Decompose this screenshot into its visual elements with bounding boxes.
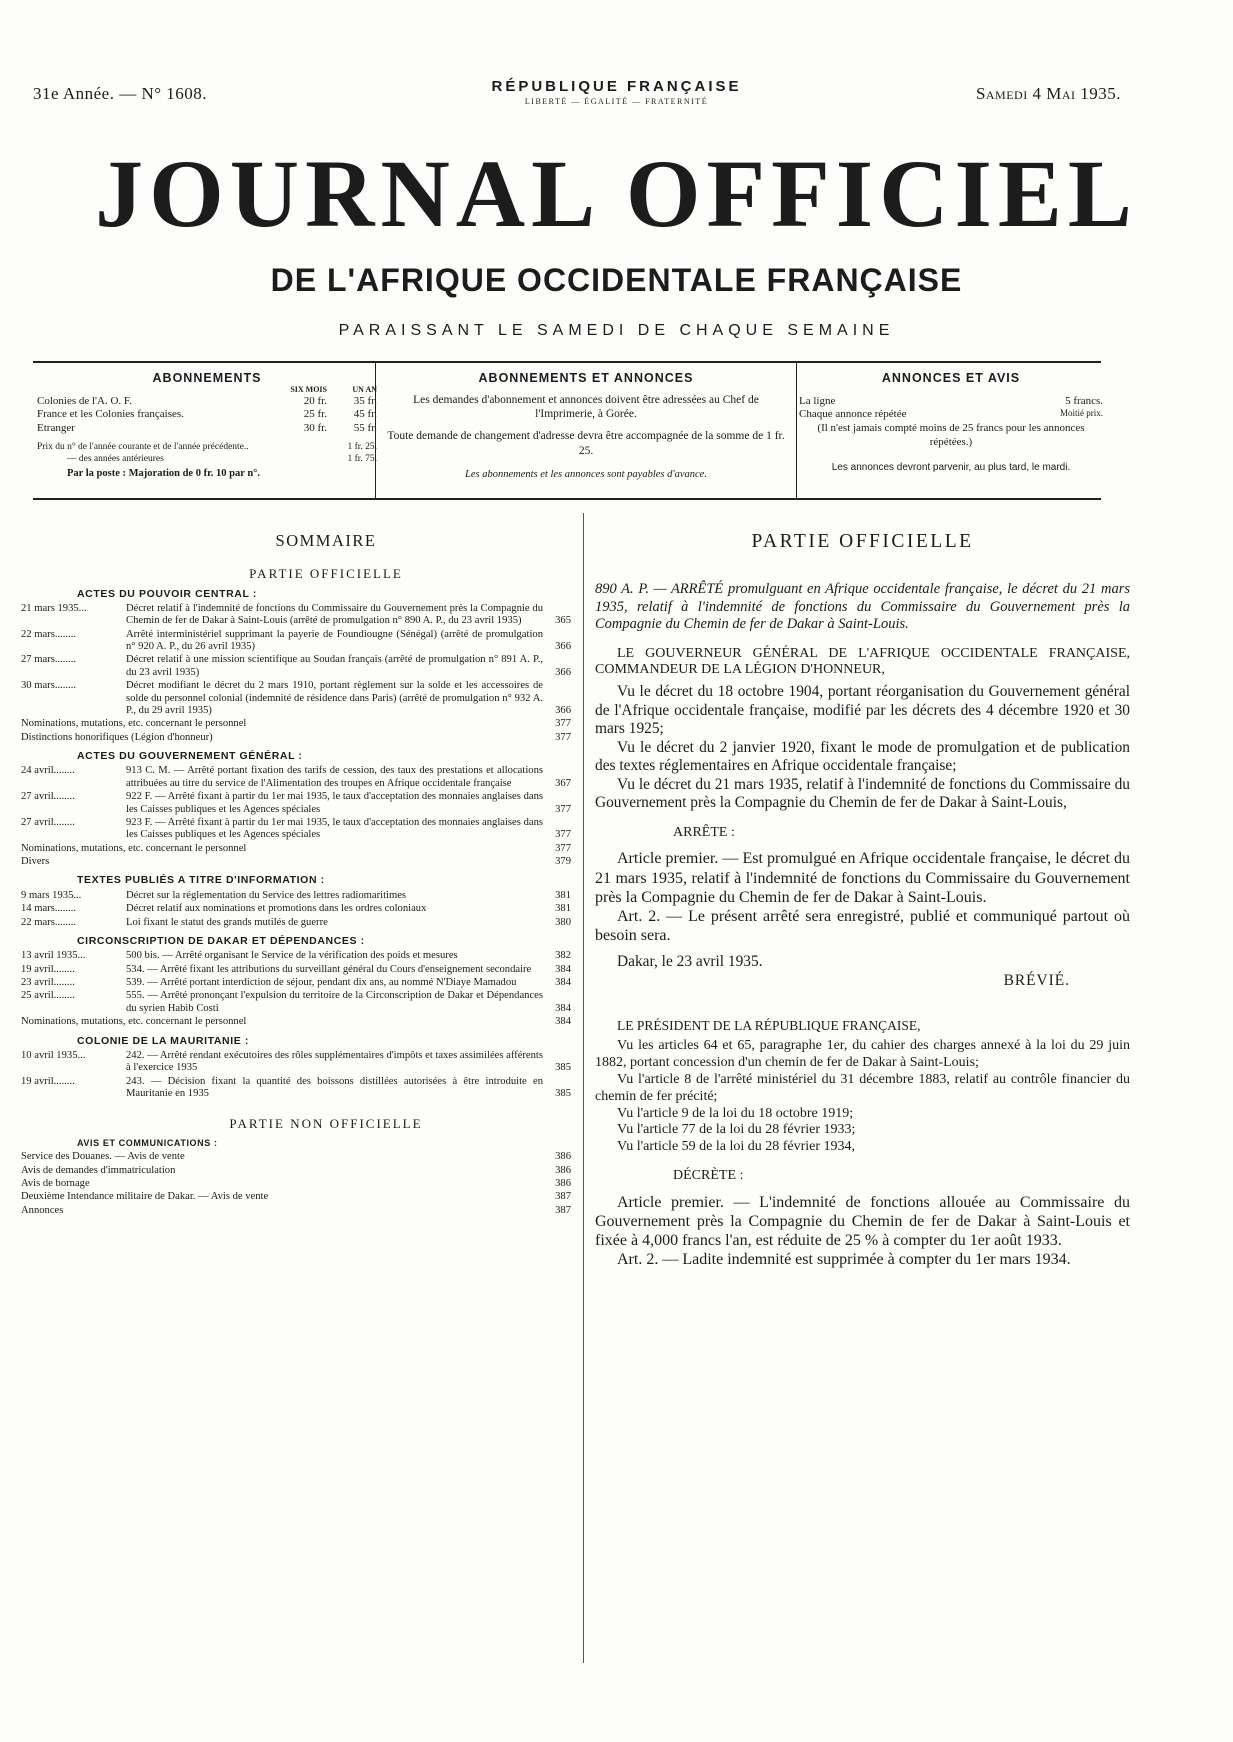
entry-date: 19 avril........ [21, 1075, 75, 1087]
entry-text: Nominations, mutations, etc. concernant le personnel [21, 1016, 247, 1028]
entry-text: Décret relatif à l'indemnité de fonctions du Commissaire du Gouvernement près la Compagnie du Chemin de fer de Dakar à Saint-Louis (arrêté de promulgation n° 890 A. P., du 23 avril 1935) [126, 602, 543, 627]
entry-text: 913 C. M. — Arrêté portant fixation des tarifs de cession, des taux des prestations et allocations attribuées au titre du service de l'Alimentation des troupes en Afrique occidentale française [126, 765, 543, 789]
subs-ads-change: Toute demande de changement d'adresse devra être accompagnée de la somme de 1 fr. 25. [387, 430, 785, 457]
summary-entry [21, 791, 571, 816]
summary-title: SOMMAIRE [275, 531, 377, 550]
summary-notice-entry [21, 1205, 571, 1217]
summary-section-heading: COLONIE DE LA MAURITANIE : [77, 1034, 249, 1047]
governor-title: LE GOUVERNEUR GÉNÉRAL DE L'AFRIQUE OCCIDENTALE FRANÇAISE, COMMANDEUR DE LA LÉGION D'HONNEUR, [595, 645, 1130, 678]
subs-row: Etranger 30 fr. 55 fr. [37, 422, 377, 435]
entry-page: 386 [555, 1164, 571, 1176]
column-divider [583, 513, 584, 1663]
summary-entry [21, 977, 571, 989]
entry-text: 243. — Décision fixant la quantité des boissons distillées autorisées à être introduite en Mauritanie en 1935 [126, 1075, 543, 1100]
entry-page: 386 [555, 1177, 571, 1189]
summary-entry [21, 990, 571, 1015]
entry-date: 24 avril........ [21, 765, 75, 777]
entry-page: 365 [555, 615, 571, 627]
entry-page: 387 [555, 1204, 571, 1216]
pres-considering-1: Vu les articles 64 et 65, paragraphe 1er, du cahier des charges annexé à la loi du 29 juin 1882, portant concession d'un chemin de fer de Dakar à Saint-Louis; [595, 1038, 1130, 1071]
summary-entry [21, 950, 571, 962]
entry-text: 923 F. — Arrêté fixant à partir du 1er mai 1935, le taux d'acceptation des monnaies anglaises dans les Caisses publiques et les Agences spéciales [126, 816, 543, 841]
ads-repeat-rate: Chaque annonce répétée Moitié prix. [799, 408, 1103, 421]
decree-article-1: Article premier. — L'indemnité de fonctions allouée au Commissaire du Gouvernement près la Compagnie du Chemin de fer de Dakar à Saint-Louis et fixée à 4,000 francs l'an, est réduite de 25 % à compter du 1er août 1933. [595, 1193, 1130, 1250]
entry-text: Nominations, mutations, etc. concernant le personnel [21, 718, 247, 730]
entry-page: 379 [555, 856, 571, 868]
entry-text: Décret relatif à une mission scientifique au Soudan français (arrêté de promulgation n° 891 A. P., du 23 avril 1935) [126, 654, 543, 678]
entry-date: 27 avril........ [21, 791, 75, 803]
summary-column [21, 525, 571, 1218]
entry-page: 384 [555, 1002, 571, 1014]
subs-row: France et les Colonies françaises. 25 fr. 45 fr. [37, 408, 377, 421]
decree-article-2: Art. 2. — Ladite indemnité est supprimée à compter du 1er mars 1934. [617, 1251, 1071, 1269]
entry-page: 386 [555, 1151, 571, 1163]
summary-notice-entry [21, 1165, 571, 1177]
entry-text: Annonces [21, 1204, 64, 1216]
entry-text: 539. — Arrêté portant interdiction de séjour, pendant dix ans, au nommé N'Diaye Mamadou [126, 977, 517, 988]
entry-date: 21 mars 1935... [21, 602, 87, 614]
summary-entry [21, 917, 571, 929]
pres-considering-2: Vu l'article 8 de l'arrêté ministériel du 31 décembre 1883, relatif au contrôle financier du chemin de fer précité; [595, 1072, 1130, 1104]
postal-surcharge: Par la poste : Majoration de 0 fr. 10 par n°. [67, 467, 260, 479]
entry-page: 380 [555, 916, 571, 928]
ads-box [795, 363, 1107, 498]
signature: BRÉVIÉ. [1003, 971, 1070, 989]
ads-note: (Il n'est jamais compté moins de 25 francs pour les annonces répétées.) [817, 422, 1085, 448]
pres-considering-5: Vu l'article 59 de la loi du 28 février 1934, [617, 1139, 856, 1155]
subs-ads-title: ABONNEMENTS ET ANNONCES [478, 371, 694, 385]
considering-2: Vu le décret du 2 janvier 1920, fixant le mode de promulgation et de publication des textes réglementaires en Afrique occidentale française; [595, 738, 1130, 775]
pres-considering-3: Vu l'article 9 de la loi du 18 octobre 1919; [617, 1105, 854, 1121]
entry-page: 377 [555, 842, 571, 854]
place-date: Dakar, le 23 avril 1935. [617, 953, 763, 971]
entry-page: 377 [555, 731, 571, 743]
entry-date: 23 avril........ [21, 977, 75, 988]
entry-page: 366 [555, 666, 571, 678]
decrete-label: DÉCRÈTE : [673, 1168, 744, 1184]
issue-date: Samedi 4 Mai 1935. [975, 84, 1121, 103]
ads-line-rate: La ligne 5 francs. [799, 394, 1103, 407]
entry-text: Décret modifiant le décret du 2 mars 1910, portant règlement sur la solde et les accessoires de solde du personnel colonial (indemnité de résidence dans Paris) (arrêté de promulgation n° 932 A. P., du 29 avril 1935) [126, 680, 543, 716]
summary-entry [21, 964, 571, 976]
entry-text: 922 F. — Arrêté fixant à partir du 1er mai 1935, le taux d'acceptation des monnaies anglaises dans les Caisses publiques et les Agences spéciales [126, 791, 543, 815]
entry-text: Décret relatif aux nominations et promotions dans les ordres coloniaux [126, 903, 427, 915]
president-title: LE PRÉSIDENT DE LA RÉPUBLIQUE FRANÇAISE, [617, 1018, 921, 1034]
summary-entry [21, 629, 571, 654]
summary-entry [21, 765, 571, 790]
publication-tagline: PARAISSANT LE SAMEDI DE CHAQUE SEMAINE [338, 322, 895, 339]
col-year: UN AN [352, 384, 377, 394]
entry-page: 387 [555, 1191, 571, 1203]
entry-date: 25 avril........ [21, 990, 75, 1002]
republic-label: RÉPUBLIQUE FRANÇAISE [491, 78, 742, 95]
entry-page: 385 [555, 1062, 571, 1074]
entry-date: 10 avril 1935... [21, 1049, 86, 1061]
masthead-title: JOURNAL OFFICIEL [95, 140, 1138, 247]
entry-text: 555. — Arrêté prononçant l'expulsion du territoire de la Circonscription de Dakar et Dépendances du syrien Habib Costi [126, 990, 543, 1014]
official-column [595, 530, 1130, 1270]
entry-date: 14 mars........ [21, 903, 77, 915]
entry-text: Deuxième Intendance militaire de Dakar. — Avis de vente [21, 1191, 269, 1203]
entry-page: 377 [555, 829, 571, 841]
entry-date: 27 mars........ [21, 654, 77, 666]
price-previous: — des années antérieures 1 fr. 75. [67, 453, 377, 464]
entry-page: 384 [555, 977, 571, 988]
summary-section-heading: ACTES DU GOUVERNEMENT GÉNÉRAL : [77, 750, 303, 763]
entry-date: 22 mars........ [21, 916, 77, 928]
summary-notice-entry [21, 1151, 571, 1163]
summary-entry [21, 856, 571, 868]
entry-text: Service des Douanes. — Avis de vente [21, 1151, 185, 1163]
entry-page: 377 [555, 718, 571, 730]
entry-page: 381 [555, 903, 571, 915]
subs-ads-address: Les demandes d'abonnement et annonces doivent être adressées au Chef de l'Imprimerie, à Gorée. [413, 393, 759, 420]
summary-entry [21, 843, 571, 855]
summary-part-unofficial: PARTIE NON OFFICIELLE [229, 1116, 423, 1132]
price-current: Prix du n° de l'année courante et de l'année précédente.. 1 fr. 25. [37, 441, 377, 452]
entry-text: Divers [21, 856, 50, 868]
decree-heading: 890 A. P. — ARRÊTÉ promulguant en Afrique occidentale française, le décret du 21 mars 1935, relatif à l'indemnité de fonctions du Commissaire du Gouvernement près la Compagnie du Chemin de fer de Dakar à Saint-Louis. [595, 581, 1130, 633]
entry-date: 22 mars........ [21, 628, 77, 640]
summary-entry [21, 1050, 571, 1075]
entry-text: Avis de bornage [21, 1177, 90, 1189]
summary-entry [21, 732, 571, 744]
entry-date: 27 avril........ [21, 816, 75, 828]
subscriptions-title: ABONNEMENTS [152, 371, 262, 385]
entry-page: 382 [555, 950, 571, 962]
summary-entry [21, 890, 571, 902]
considering-1: Vu le décret du 18 octobre 1904, portant réorganisation du Gouvernement général de l'Afrique occidentale française, modifié par les décrets des 4 décembre 1920 et 30 mars 1925; [595, 683, 1130, 738]
entry-page: 366 [555, 704, 571, 716]
entry-text: 500 bis. — Arrêté organisant le Service de la vérification des poids et mesures [126, 950, 458, 962]
entry-text: Avis de demandes d'immatriculation [21, 1164, 176, 1176]
summary-entry [21, 680, 571, 717]
summary-notices-heading: AVIS ET COMMUNICATIONS : [77, 1137, 218, 1148]
summary-entry [21, 603, 571, 628]
summary-entry [21, 718, 571, 730]
summary-entry [21, 1016, 571, 1028]
article-1: Article premier. — Est promulgué en Afrique occidentale française, le décret du 21 mars 1935, relatif à l'indemnité de fonctions du Commissaire du Gouvernement près la Compagnie du Chemin de fer de Dakar à Saint-Louis. [595, 850, 1130, 906]
subs-ads-payment: Les abonnements et les annonces sont payables d'avance. [465, 469, 707, 481]
entry-text: Décret sur la réglementation du Service des lettres radiomaritimes [126, 889, 407, 901]
summary-entry [21, 817, 571, 842]
entry-page: 367 [555, 777, 571, 789]
ads-deadline: Les annonces devront parvenir, au plus tard, le mardi. [831, 461, 1071, 473]
entry-page: 384 [555, 1016, 571, 1028]
summary-entry [21, 654, 571, 679]
ads-title: ANNONCES ET AVIS [881, 371, 1021, 385]
motto: LIBERTÉ — ÉGALITÉ — FRATERNITÉ [524, 97, 709, 106]
entry-date: 13 avril 1935... [21, 950, 86, 962]
entry-page: 385 [555, 1088, 571, 1100]
entry-text: Arrêté interministériel supprimant la payerie de Foundiougne (Sénégal) (arrêté de promulgation n° 920 A. P., du 26 avril 1935) [126, 628, 543, 652]
entry-date: 30 mars........ [21, 680, 77, 692]
official-title: PARTIE OFFICIELLE [751, 531, 974, 552]
col-six-months: SIX MOIS [290, 384, 327, 394]
summary-section-heading: ACTES DU POUVOIR CENTRAL : [77, 587, 257, 600]
entry-text: Loi fixant le statut des grands mutilés de guerre [126, 916, 328, 928]
entry-page: 384 [555, 963, 571, 975]
summary-entry [21, 903, 571, 915]
entry-page: 381 [555, 889, 571, 901]
subscriptions-box [33, 363, 381, 498]
summary-notice-entry [21, 1178, 571, 1190]
pres-considering-4: Vu l'article 77 de la loi du 28 février 1933; [617, 1122, 856, 1138]
considering-3: Vu le décret du 21 mars 1935, relatif à l'indemnité de fonctions du Commissaire du Gouvernement près la Compagnie du Chemin de fer de Dakar à Saint-Louis, [595, 775, 1130, 812]
info-boxes [33, 361, 1101, 500]
summary-section-heading: TEXTES PUBLIÉS A TITRE D'INFORMATION : [77, 874, 325, 887]
entry-page: 366 [555, 640, 571, 652]
summary-notices-list [21, 1151, 571, 1217]
summary-notice-entry [21, 1191, 571, 1203]
summary-entry [21, 1076, 571, 1101]
arrete-label: ARRÊTE : [673, 824, 735, 840]
entry-date: 19 avril........ [21, 963, 75, 975]
summary-sections [21, 588, 571, 1101]
summary-section-heading: CIRCONSCRIPTION DE DAKAR ET DÉPENDANCES : [77, 934, 365, 947]
entry-text: 534. — Arrêté fixant les attributions du surveillant général du Cours d'enseignement secondaire [126, 963, 532, 975]
entry-text: Nominations, mutations, etc. concernant le personnel [21, 842, 247, 854]
summary-part-official: PARTIE OFFICIELLE [249, 566, 403, 582]
entry-text: 242. — Arrêté rendant exécutoires des rôles supplémentaires d'impôts et taxes assimilées afférents à l'exercice 1935 [126, 1049, 543, 1074]
masthead-subtitle: DE L'AFRIQUE OCCIDENTALE FRANÇAISE [270, 262, 963, 298]
subs-row: Colonies de l'A. O. F. 20 fr. 35 fr. [37, 394, 377, 407]
article-2: Art. 2. — Le présent arrêté sera enregistré, publié et communiqué partout où besoin sera. [595, 907, 1130, 945]
entry-text: Distinctions honorifiques (Légion d'honneur) [21, 731, 213, 743]
edition-number: 31e Année. — N° 1608. [33, 84, 208, 103]
entry-page: 377 [555, 803, 571, 815]
entry-date: 9 mars 1935... [21, 889, 82, 901]
subs-ads-box [375, 363, 797, 498]
